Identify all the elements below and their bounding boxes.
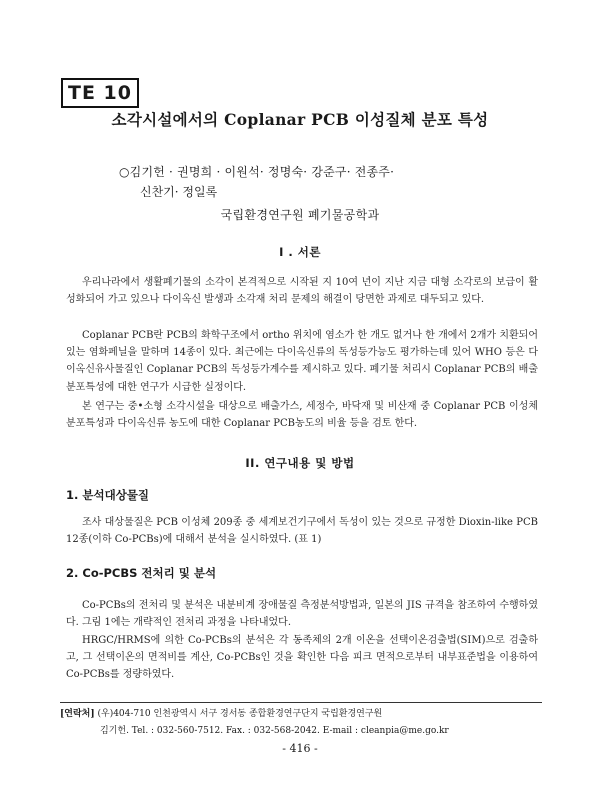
page-number: - 416 - — [282, 742, 318, 755]
intro-paragraph-1: 우리나라에서 생활폐기물의 소각이 본격적으로 시작된 지 10여 년이 지난 지금 대형 소각로의 보급이 활성화되어 가고 있으나 다이옥신 발생과 소각재 처리 문제의 해결이 당면한 과제로 대두되고 있다. — [66, 277, 538, 306]
methods-paragraph-2: Co-PCBs의 전처리 및 분석은 내분비계 장애물질 측정분석방법과, 일본의 JIS 규격을 참조하여 수행하였다. 그림 1에는 개략적인 전처리 과정을 나타내었다. — [66, 600, 538, 629]
section-heading-methods: II. 연구내용 및 방법 — [245, 456, 355, 470]
methods-paragraph-3: HRGC/HRMS에 의한 Co-PCBs의 분석은 각 동족체의 2개 이온을 선택이온검출법(SIM)으로 검출하고, 그 선택이온의 면적비를 계산, Co-PCBs인 것을 확인한 다음 피크 면적으로부터 내부표준법을 이용하여 Co-PCBs를 정량하였다. — [66, 635, 538, 681]
author-list-line-2: 신찬기· 정일록 — [140, 185, 218, 199]
author-list-line-1: ○김기헌 · 권명희 · 이원석· 정명숙· 강준구· 전종주· — [119, 165, 395, 179]
intro-paragraph-2: Coplanar PCB란 PCB의 화학구조에서 ortho 위치에 염소가 한 개도 없거나 한 개에서 2개가 치환되어 있는 염화페닐을 말하며 14종이 있다. 최근에는 다이옥신류의 독성등가능도 평가하는데 있어 WHO 등은 다이옥신유사물질인 Coplanar PCB의 독성등가계수를 제시하고 있다. 폐기물 처리시 Coplanar PCB의 배출 분포특성에 대한 연구가 시급한 실정이다. — [66, 330, 538, 393]
subsection-heading-2: 2. Co-PCBS 전처리 및 분석 — [66, 566, 217, 580]
contact-details: 김기헌. Tel. : 032-560-7512. Fax. : 032-568-2042. E-mail : cleanpia@me.go.kr — [100, 726, 449, 736]
intro-paragraph-3: 본 연구는 중•소형 소각시설을 대상으로 배출가스, 세정수, 바닥재 및 비산재 중 Coplanar PCB 이성체 분포특성과 다이옥신류 농도에 대한 Coplanar PCB농도의 비율 등을 검토 한다. — [66, 401, 538, 430]
contact-address-text: (우)404-710 인천광역시 서구 경서동 종합환경연구단지 국립환경연구원 — [97, 709, 383, 719]
methods-paragraph-1: 조사 대상물질은 PCB 이성체 209종 중 세계보건기구에서 독성이 있는 것으로 규정한 Dioxin-like PCB 12종(이하 Co-PCBs)에 대해서 분석을 실시하였다. (표 1) — [66, 517, 538, 546]
section-heading-intro: I . 서론 — [279, 245, 321, 259]
session-code-box: TE 10 — [61, 78, 139, 108]
affiliation: 국립환경연구원 폐기물공학과 — [220, 208, 380, 222]
contact-label: [연락처] — [60, 709, 95, 719]
contact-address — [60, 706, 382, 719]
subsection-heading-1: 1. 분석대상물질 — [66, 488, 150, 502]
paper-title: 소각시설에서의 Coplanar PCB 이성질체 분포 특성 — [111, 110, 489, 129]
footer-divider — [60, 702, 542, 703]
